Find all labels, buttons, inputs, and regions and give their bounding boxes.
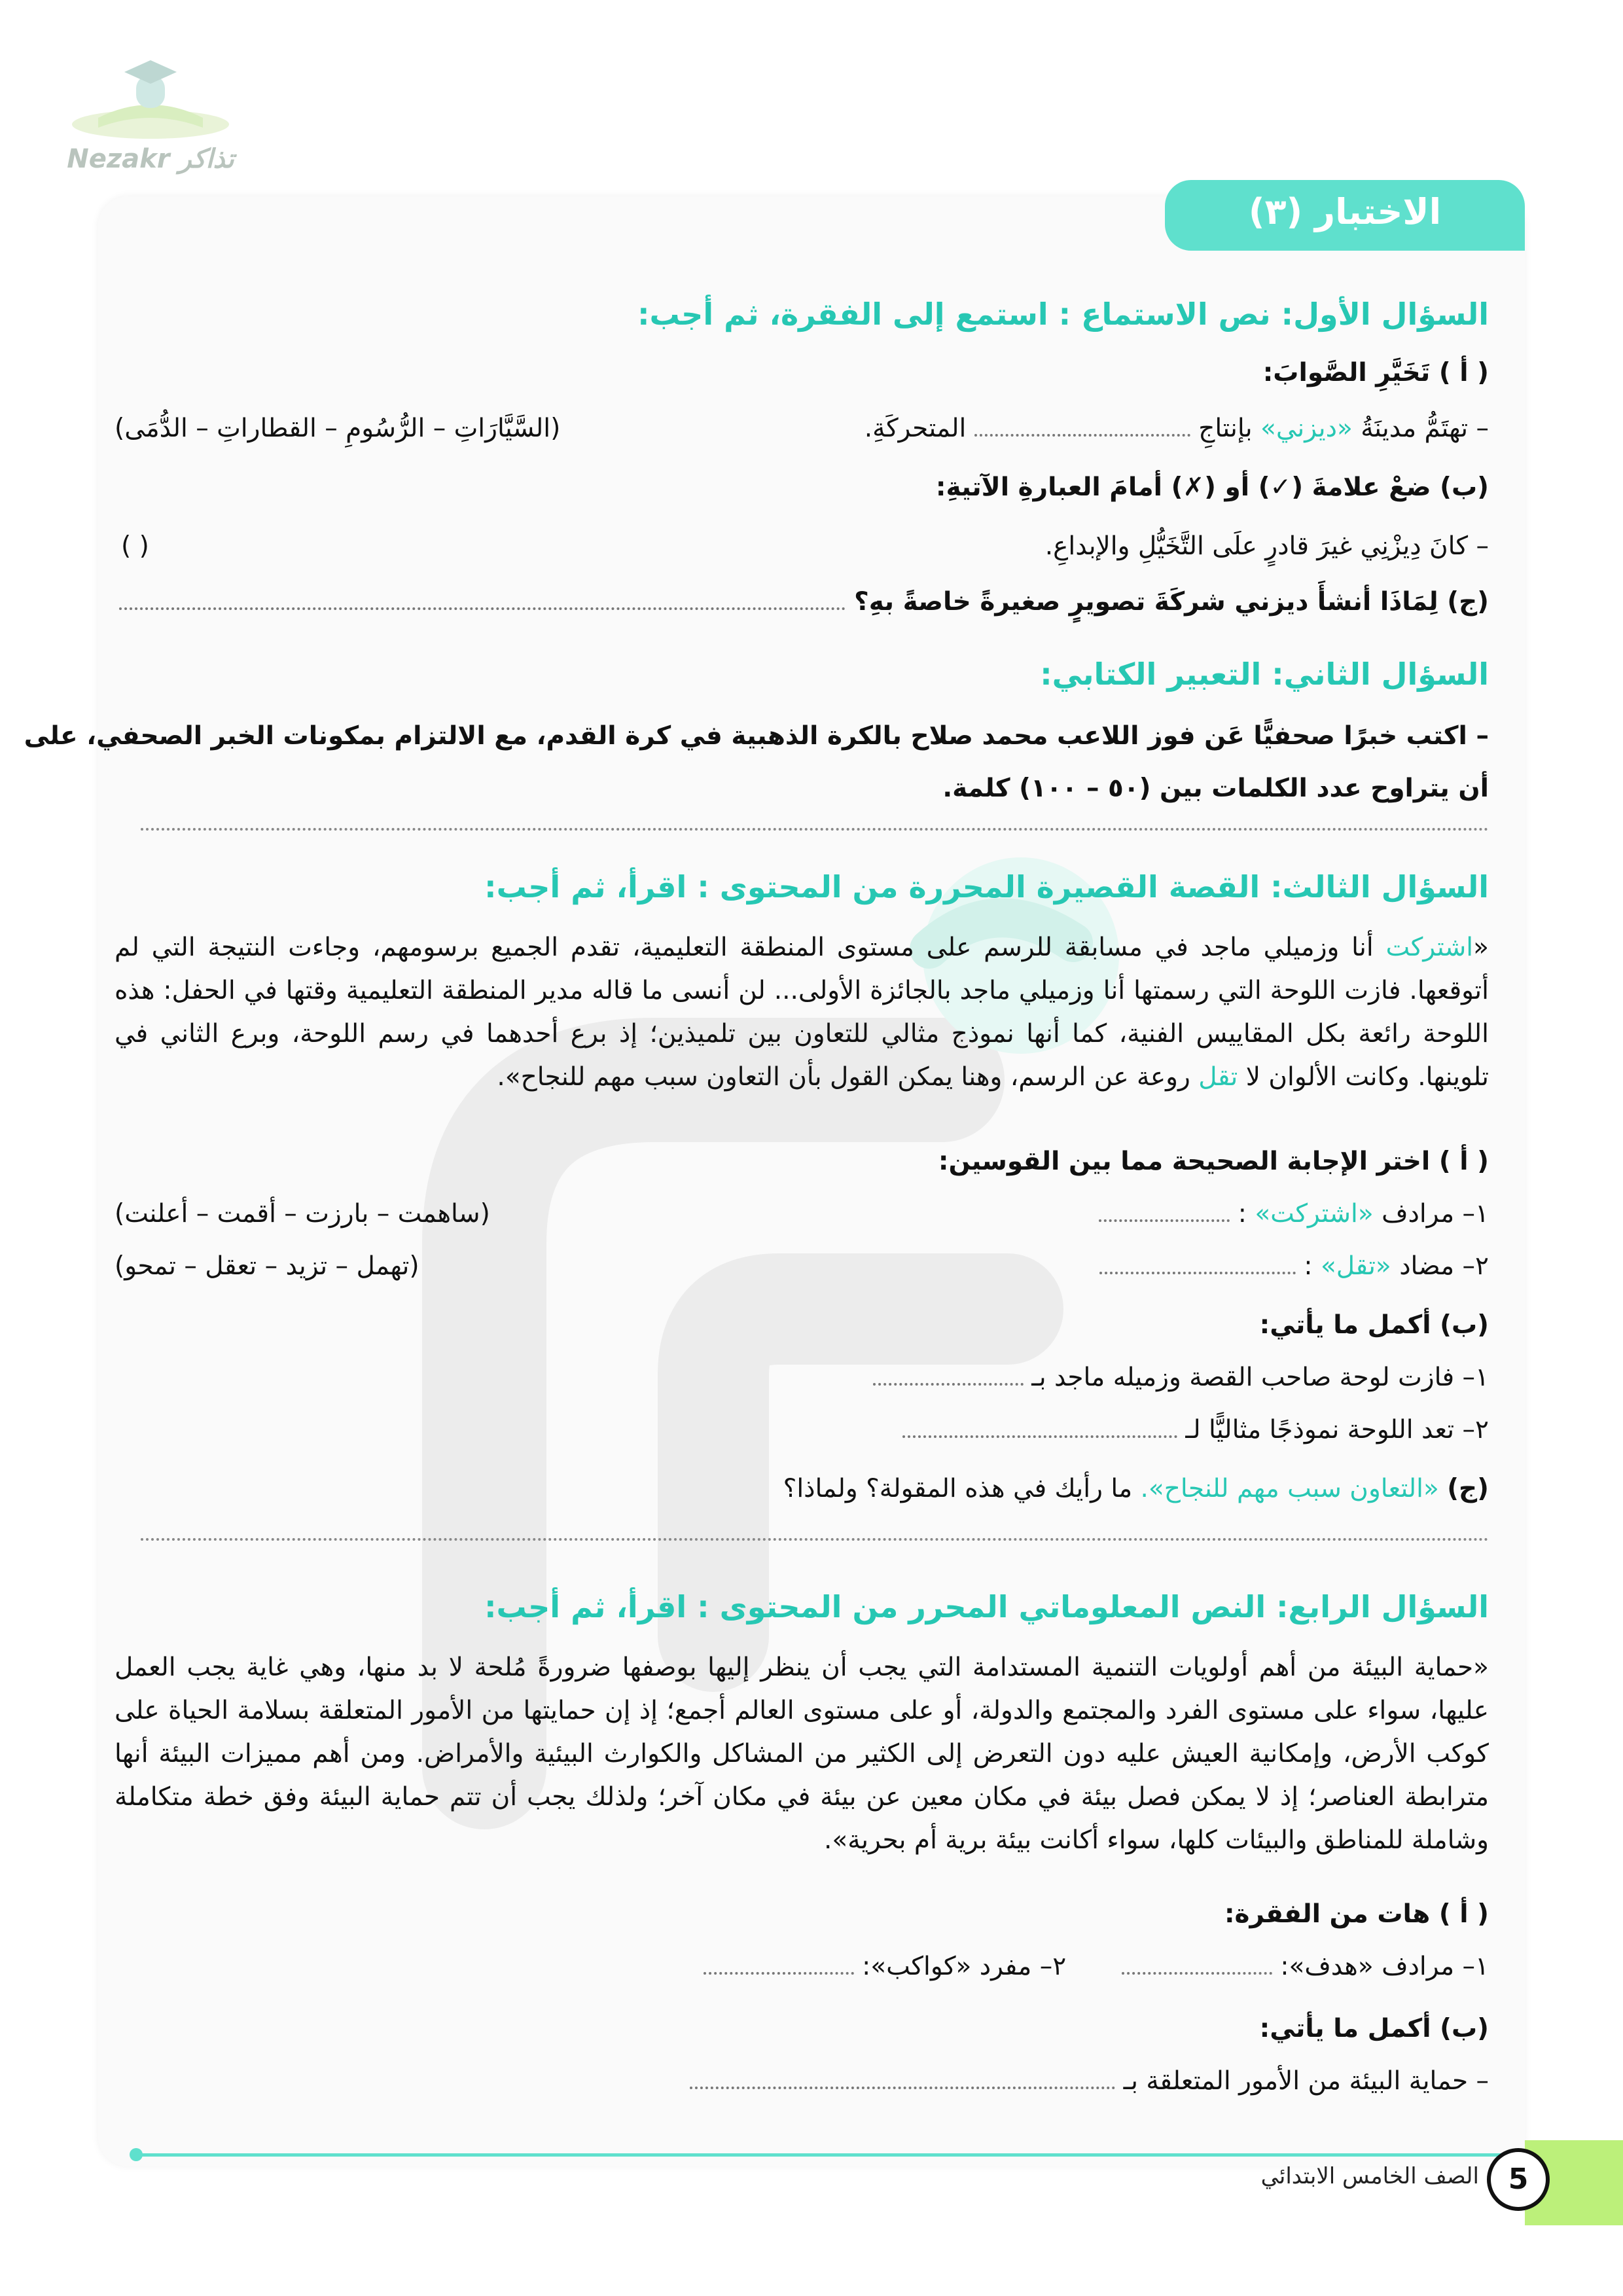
page-title: الاختبار (٣) [1248, 191, 1442, 232]
answer-blank[interactable] [873, 1363, 1024, 1386]
q1-a-item-mid: بإنتاجِ [1198, 414, 1253, 443]
q4-a2-text: ٢– مفرد «كواكب»: [862, 1952, 1067, 1981]
q3-story-part2: روعة عن الرسم، وهنا يمكن القول بأن التعاون سبب مهم للنجاح». [497, 1062, 1199, 1092]
logo-text: Nezakr تذاكر [67, 144, 234, 174]
page-number: 5 [1487, 2148, 1550, 2211]
q3-a-label: ( أ ) اختر الإجابة الصحيحة مما بين القوسين: [938, 1147, 1489, 1176]
answer-blank[interactable] [902, 1416, 1177, 1438]
q4-a-items [115, 1947, 1489, 1986]
q3-heading: السؤال الثالث: القصة القصيرة المحررة من المحتوى : اقرأ، ثم أجب: [484, 869, 1489, 905]
q3-a2: ٢– مضاد «تقل» : [115, 1247, 1489, 1286]
quote-mark: « [1473, 933, 1489, 962]
q3-c-question: ما رأيك في هذه المقولة؟ ولماذا؟ [783, 1474, 1133, 1503]
q1-a-label: ( أ ) تَخَيَّرِ الصَّوابَ: [1262, 358, 1489, 387]
q1-a-item-name: «ديزني» [1260, 414, 1353, 443]
q1-b-label: (ب) ضعْ علامةَ (✓) أو (✗) أمامَ العبارةِ الآتيةِ: [935, 473, 1489, 502]
q4-b-label: (ب) أكمل ما يأتي: [1259, 2014, 1489, 2043]
answer-line[interactable] [141, 828, 1489, 831]
q3-a2-word: «تقل» [1320, 1251, 1391, 1281]
q2-line2: أن يتراوح عدد الكلمات بين (٥٠ – ١٠٠) كلمة. [942, 774, 1489, 803]
q3-word-taqil: تقل [1198, 1062, 1238, 1092]
q4-a-label: ( أ ) هات من الفقرة: [1224, 1899, 1489, 1929]
q1-a-options: (السَّيَّارَاتِ – الرُّسُومِ – القطاراتِ – الدُّمَى) [115, 414, 561, 443]
q1-a-item-pre: – تهتَمُّ مدينَةُ [1361, 414, 1489, 443]
q4-info-paragraph: «حماية البيئة من أهم أولويات التنمية المستدامة التي يجب أن ينظر إليها بوصفها ضرورةً مُلحة لا بد منها، وهي غاية يجب العمل عليها، سواء على مستوى الفرد والمجتمع والدولة، أو على مستوى العالم أجمع؛ إذ إن حمايتها من الأمور المتعلقة بسلامة الحياة على كوكب الأرض، وإمكانية العيش عليه دون التعرض إلى الكثير من المشاكل والكوارث البيئية والأمراض. ومن أهم مميزات البيئة أنها مترابطة العناصر؛ إذ لا يمكن فصل بيئة في مكان معين عن بيئة في مكان آخر؛ ولذلك يجب أن تتم حماية البيئة وفق خطة متكاملة وشاملة للمناطق والبيئات كلها، سواء أكانت بيئة برية أم بحرية». [115, 1653, 1489, 1855]
q3-a2-options: (تهمل – تزيد – تعقل – تمحو) [115, 1251, 419, 1281]
q3-word-ishtarakt: اشتركت [1385, 933, 1474, 962]
answer-blank[interactable] [704, 1952, 854, 1975]
q2-heading: السؤال الثاني: التعبير الكتابي: [1040, 656, 1489, 692]
q3-b-label: (ب) أكمل ما يأتي: [1259, 1310, 1489, 1340]
q3-a2-pre: ٢– مضاد [1399, 1251, 1489, 1281]
answer-blank[interactable] [119, 588, 846, 610]
q3-b1 [115, 1358, 1489, 1397]
answer-blank[interactable] [974, 414, 1190, 437]
q2-line1: – اكتب خبرًا صحفيًّا عَن فوز اللاعب محمد صلاح بالكرة الذهبية في كرة القدم، مع الالتزام بمكونات الخبر الصحفي، على [24, 721, 1489, 751]
q3-story-part1: أنا وزميلي ماجد في مسابقة للرسم على مستوى المنطقة التعليمية، تقدم الجميع برسومهم، وجاءت النتيجة التي لم أتوقعها. فازت اللوحة التي رسمتها أنا وزميلي ماجد بالجائزة الأولى... لن أنسى ما قاله مدير المنطقة التعليمية وقتها في الحفل: هذه اللوحة رائعة بكل المقاييس الفنية، كما أنها نموذج مثالي للتعاون بين تلميذين؛ إذ برع أحدهما في رسم اللوحة، وبرع الثاني في تلوينها. وكانت الألوان لا [115, 933, 1489, 1092]
grade-label: الصف الخامس الابتدائي [1260, 2163, 1479, 2189]
q1-a-item-post: المتحركَةِ. [864, 414, 967, 443]
answer-blank[interactable] [1099, 1252, 1296, 1274]
answer-line[interactable] [141, 1538, 1489, 1541]
q1-b-item: – كانَ دِيزْنِي غيرَ قادرٍ علَى التَّخَيُّلِ والإبداعِ. [1044, 531, 1489, 561]
q4-b1 [115, 2062, 1489, 2101]
answer-blank[interactable] [690, 2067, 1115, 2089]
q4-a1-text: ١– مرادف «هدف»: [1280, 1952, 1489, 1981]
q1-c-text: (ج) لِمَاذَا أنشأَ ديزني شركَةَ تصويرٍ صغيرةً خاصةً بهِ؟ [854, 587, 1489, 617]
publisher-logo [52, 46, 249, 183]
q3-c [115, 1469, 1489, 1509]
q3-a1-word: «اشتركت» [1255, 1199, 1374, 1229]
q3-b2 [115, 1410, 1489, 1450]
q1-heading: السؤال الأول: نص الاستماع : استمع إلى الفقرة، ثم أجب: [637, 296, 1489, 332]
q3-a1-options: (ساهمت – بارزت – أقمت – أعلنت) [115, 1199, 490, 1229]
q3-b1-text: ١– فازت لوحة صاحب القصة وزميله ماجد بـ [1031, 1363, 1489, 1392]
q3-story-paragraph [115, 926, 1489, 1099]
q1-b-answer-paren[interactable]: ( ) [121, 531, 149, 561]
answer-blank[interactable] [1099, 1200, 1230, 1222]
q1-c-label [115, 583, 1489, 622]
bottom-accent-bar [134, 2153, 1502, 2157]
q4-heading: السؤال الرابع: النص المعلوماتي المحرر من المحتوى : اقرأ، ثم أجب: [484, 1589, 1489, 1624]
q3-a1-pre: ١– مرادف [1382, 1199, 1489, 1229]
graduation-book-icon [52, 46, 249, 144]
q3-b2-text: ٢– تعد اللوحة نموذجًا مثاليًّا لـ [1185, 1415, 1489, 1444]
q4-b1-text: – حماية البيئة من الأمور المتعلقة بـ [1123, 2066, 1489, 2096]
answer-blank[interactable] [1122, 1952, 1272, 1975]
q3-c-quote: «التعاون سبب مهم للنجاح». [1140, 1474, 1439, 1503]
q3-c-label: (ج) [1447, 1474, 1489, 1503]
q3-a1: ١– مرادف «اشتركت» : [115, 1194, 1489, 1234]
bottom-accent-dot [130, 2148, 143, 2161]
